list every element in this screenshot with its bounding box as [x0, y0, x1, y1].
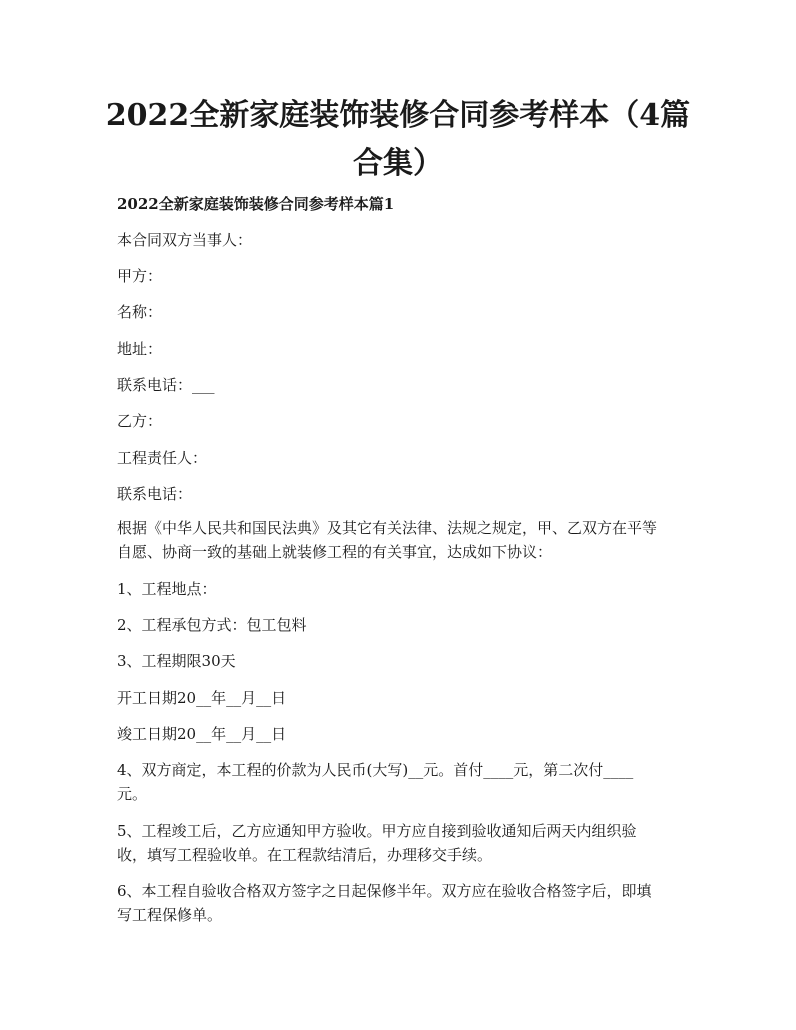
- paragraph-item-2: 2、工程承包方式：包工包料: [117, 616, 307, 634]
- document-title: [0, 92, 796, 188]
- paragraph-parties: 本合同双方当事人：: [117, 231, 253, 249]
- section-heading: 2022全新家庭装饰装修合同参考样本篇1: [117, 195, 395, 213]
- paragraph-party-b: 乙方：: [117, 412, 163, 430]
- paragraph-item-3: 3、工程期限30天: [117, 652, 236, 670]
- paragraph-item-1: 1、工程地点：: [117, 580, 217, 598]
- paragraph-party-a: 甲方：: [117, 267, 163, 285]
- paragraph-responsible: 工程责任人：: [117, 449, 208, 467]
- paragraph-item-5: 5、工程竣工后，乙方应通知甲方验收。甲方应自接到验收通知后两天内组织验 收，填写工程验收单。在工程款结清后，办理移交手续。: [117, 822, 637, 864]
- document-title-line-1: 2022全新家庭装饰装修合同参考样本（4篇: [105, 98, 691, 133]
- paragraph-item-6: 6、本工程自验收合格双方签字之日起保修半年。双方应在验收合格签字后，即填 写工程保修单。: [117, 882, 652, 924]
- paragraph-phone-a: 联系电话：___: [117, 376, 215, 394]
- document-title-line-2: 合集）: [353, 146, 443, 181]
- paragraph-end-date: 竣工日期20__年__月__日: [117, 725, 287, 743]
- paragraph-item-4: 4、双方商定，本工程的价款为人民币(大写)__元。首付____元，第二次付____ 元。: [117, 761, 634, 803]
- paragraph-phone-b: 联系电话：: [117, 485, 193, 503]
- paragraph-address: 地址：: [117, 340, 163, 358]
- paragraph-basis: 根据《中华人民共和国民法典》及其它有关法律、法规之规定，甲、乙双方在平等 自愿、协商一致的基础上就装修工程的有关事宜，达成如下协议：: [117, 519, 658, 561]
- paragraph-name: 名称：: [117, 303, 163, 321]
- paragraph-start-date: 开工日期20__年__月__日: [117, 689, 287, 707]
